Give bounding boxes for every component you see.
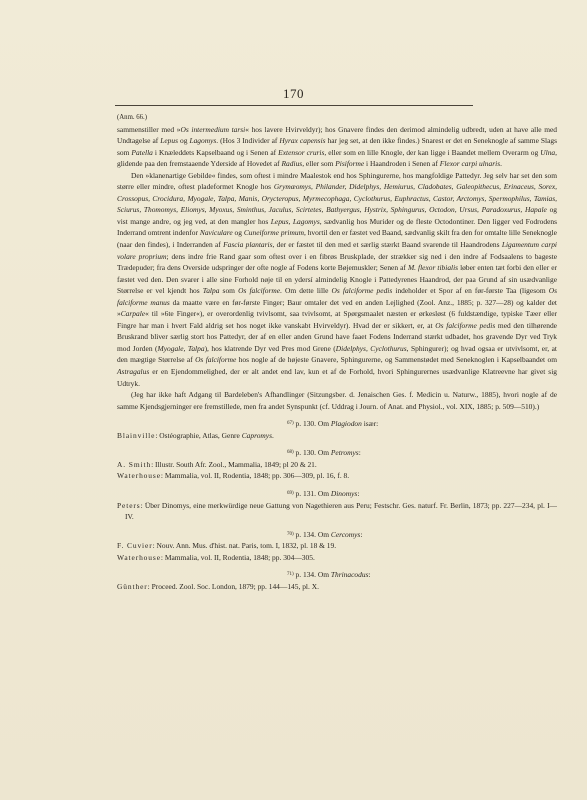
p1-term: Radius xyxy=(281,159,303,169)
p2-seg: og vist mange andre, og jeg ved, at den mangler hos xyxy=(117,205,558,226)
p2-term: Naviculare xyxy=(199,228,233,238)
entry-page: p. 134. Om xyxy=(293,529,331,539)
p2-term: Talpa xyxy=(202,286,220,296)
citation-text: : Über Dinomys, eine merkwürdige neue Gattung von Nagethieren aus Peru; Festschr. Ges. naturf. Fr. Berlin, 1873; pp. 227—234, pl. I—IV. xyxy=(125,500,557,522)
p2-term: Myogale, Talpa xyxy=(157,343,205,353)
citation-italic: Capromys xyxy=(241,430,272,440)
p2-seg: , der er fæstet til den med et særlig stærkt Baand svarende til Haandrodens xyxy=(272,240,502,250)
entry-suffix: : xyxy=(368,570,371,580)
reference-citation xyxy=(117,581,557,593)
p1-seg: , eller som xyxy=(302,159,336,169)
entry-genus: Dinomys xyxy=(330,488,358,498)
reference-citation xyxy=(117,470,557,482)
citation-author: Blainville xyxy=(117,430,156,440)
citation-end: . xyxy=(272,430,274,440)
reference-citation xyxy=(117,430,557,442)
reference-entry-heading xyxy=(117,418,557,430)
entry-number: 67) xyxy=(287,421,294,427)
p1-seg: i Haandroden i Senen af xyxy=(364,159,440,169)
entry-page: p. 130. Om xyxy=(293,448,331,458)
p2-seg: indeholder et Spor af en før-første Taa (ligesom xyxy=(392,286,549,296)
p2-seg: , hvortil den er fæstet ved Baand, sædvanlig skilt fra den for omtalte lille Seneknogle (naar den findes), i Inderranden af xyxy=(117,228,557,250)
note-body xyxy=(117,112,557,592)
reference-entry-heading xyxy=(117,529,557,541)
p2-seg: hos nogle af de højeste Gnavere, Sphingurerne, og Sammenstødet med Seneknoglen i Kapselbaandet om xyxy=(236,355,557,365)
p1-term: Lepus xyxy=(160,136,179,146)
p2-seg: løber enten tæt forbi den eller er fæstet ved den. Den svarer i alle sine Forhold nøje til en ydersí almindelig Knogle i Pattedyrenes Haandrod, der paa Grund af sin usædvanlige Størrelse er vel kjendt hos xyxy=(117,263,557,296)
p2-term: Grymæomys, Philander, Didelphys, Hemiurus, Cladobates, Galeopithecus, Erinaceus, Sorex, Crossopus, Crocidura, Myogale, Talpa, Manis, Orycteropus, Myrmecophaga, Cyclothurus, Euphractus, Castor, Arctomys, Spermophilus, Tamias, Sciurus, Thomomys, Eliomys, Myoxus, Sminthus, Jaculus, Scirtetes, Bathyergus, Hystrix, Sphingurus, Octodon, Ursus, Paradoxurus, Hapale xyxy=(117,182,557,215)
p2-seg: som xyxy=(219,286,239,296)
p1-term: Ulna xyxy=(540,147,556,157)
reference-citation xyxy=(117,540,557,552)
entry-genus: Petromys xyxy=(330,448,359,458)
p1-seg: « hos lavere Hvirveldyr); hos Gnavere findes den derimod almindelig udbredt, uden at have alle med Undtagelse af xyxy=(117,124,558,146)
p1-term: Os intermedium tarsi xyxy=(180,124,246,134)
p2-term: Os falciforme xyxy=(238,286,281,296)
p2-term: Os falciforme xyxy=(195,355,237,365)
citation-author: Waterhouse xyxy=(117,552,161,562)
citation-author: Waterhouse xyxy=(117,471,161,481)
citation-text: : Proceed. Zool. Soc. London, 1879; pp. 144—145, pl. X. xyxy=(147,581,319,591)
p1-seg: . xyxy=(500,159,502,169)
p2-seg: ; dens indre frie Rand gaar som oftest over i en fibrøs Bruskplade, der strækker sig ned i den indre af Fodsaalens to bageste Trædepuder; fra dens Overside udspringer der ofte nogle af Fodens korte Bøjemuskler; Senen af xyxy=(117,251,557,273)
p1-seg: , glidende paa den fremstaaende Yderside af Hovedet af xyxy=(117,147,557,169)
p2-term: Os falciforme pedis xyxy=(331,286,393,296)
citation-text: : Mammalia, vol. II, Rodentia, 1848; pp. 306—309, pl. 16, f. 8. xyxy=(160,471,350,481)
paragraph-1 xyxy=(117,124,557,170)
p2-term: Lepus, Lagomys xyxy=(270,216,320,226)
p2-term: Carpale xyxy=(120,309,146,319)
entry-number: 69) xyxy=(287,490,294,496)
reference-citation xyxy=(117,459,557,471)
citation-text: : Ostéographie, Atlas, Genre xyxy=(155,430,242,440)
citation-author: F. Cuvier xyxy=(117,541,153,551)
p2-term: Ligamentum carpi volare proprium xyxy=(117,240,557,261)
p2-term: Didelphys, Cyclothurus xyxy=(335,343,407,353)
reference-entries xyxy=(117,418,557,592)
citation-text: : Nouv. Ann. Mus. d'hist. nat. Paris, tom. I, 1832, pl. 18 & 19. xyxy=(152,541,337,551)
p2-term: Os falciforme pedis xyxy=(435,320,496,330)
p1-seg: og xyxy=(178,136,190,146)
reference-entry-heading xyxy=(117,488,557,500)
p1-seg: har jeg set, at den ikke findes.) Snarest er det en Seneknogle af samme Slags som xyxy=(117,136,557,157)
p2-term: Os falciforme manus xyxy=(117,286,557,307)
reference-entry-heading xyxy=(117,569,557,581)
entry-number: 68) xyxy=(287,450,294,456)
p1-term: Lagomys xyxy=(189,136,217,146)
p1-seg: sammenstiller med » xyxy=(117,124,181,134)
entry-number: 70) xyxy=(287,531,294,537)
p2-seg: Den »klanenartige Gebilde« findes, som oftest i mindre Maalestok end hos Sphingurerne, hos mangfoldige Pattedyr. Jeg selv har set den som større eller mindre, oftest pladeformet Knogle hos xyxy=(117,170,557,192)
page-number: 170 xyxy=(283,86,304,101)
entry-suffix: : xyxy=(358,448,361,458)
p2-seg: , sædvanlig hos Murider og de fleste Octodontiner. Den ligger ved Fodrodens Inderrand omtrent indenfor xyxy=(117,216,557,238)
entry-page: p. 131. Om xyxy=(293,488,331,498)
entry-number: 71) xyxy=(287,572,294,578)
entry-genus: Plagiodon xyxy=(330,419,362,429)
p2-term: M. flexor tibialis xyxy=(407,263,459,273)
reference-entry-heading xyxy=(117,447,557,459)
entry-genus: Cercomys xyxy=(330,529,361,539)
p1-seg: , eller som en lille Knogle, der kan ligge i Baandet mellem Overarm og xyxy=(324,147,541,157)
p2-term: Astragalus xyxy=(117,367,150,377)
p1-term: Hyrax capensis xyxy=(279,136,326,146)
citation-text: : Mammalia, vol. II, Rodentia, 1848; pp. 304—305. xyxy=(160,552,315,562)
note-label: (Anm. 66.) xyxy=(117,114,148,121)
p2-seg: da maatte være en før-første Finger; Baur omtaler det ved en anden Lejlighed (Zool. Anz., 1885; p. 327—28) og kalder det » xyxy=(117,297,558,319)
entry-page: p. 134. Om xyxy=(293,570,331,580)
entry-suffix: især: xyxy=(361,419,379,429)
p2-seg: med den tilhørende Bruskrand bliver særlig stort hos Pattedyr, der af en eller anden Grund have faaet Fodens Inderrand stærkt udbadet, hos gravende Dyr ved Tryk mod Jorden ( xyxy=(117,320,557,353)
p2-seg: . Om dette lille xyxy=(280,286,332,296)
entry-suffix: : xyxy=(357,488,360,498)
p2-seg: er en Ejendommelighed, der er alt andet end lav, kun et af de Forhold, hvori Sphingurernes usædvanlige Klatreevne har givet sig Udtryk. xyxy=(117,367,557,388)
entry-genus: Thrinacodus xyxy=(330,570,369,580)
citation-author: A. Smith xyxy=(117,459,152,469)
reference-citation xyxy=(117,500,557,523)
p2-seg: « til »6te Finger«), er overordenlig tvivlsomt, saa tvivlsomt, at Spørgsmaalet næsten er ørkesløst (6 fuldstændige, typiske Tæer eller Fingre har man i hvert Fald aldrig set hos noget ikke vanskabt Hvirveldyr). Hvad der er sikkert, er, at xyxy=(117,309,557,330)
p1-term: Patella xyxy=(131,147,153,157)
citation-author: Günther xyxy=(117,581,148,591)
p2-term: Cuneiforme primum xyxy=(243,228,304,238)
citation-text: : Illustr. South Afr. Zool., Mammalia, 1849; pl 20 & 21. xyxy=(151,459,317,469)
p1-term: Pisiforme xyxy=(335,159,365,169)
entry-suffix: : xyxy=(360,529,363,539)
p2-seg: , Sphingurer); og hvad ogsaa er utvivlsomt, er, at den mægtige Størrelse af xyxy=(117,343,557,365)
header-rule xyxy=(115,105,473,106)
p1-seg: i Knæleddets Kapselbaand og i Senen af xyxy=(152,147,279,157)
entry-page: p. 130. Om xyxy=(293,419,331,429)
p2-seg: ), hos klatrende Dyr ved Pres mod Grene ( xyxy=(204,343,336,353)
p1-seg: . (Hos 3 Individer af xyxy=(216,136,280,146)
paragraph-2 xyxy=(117,170,557,389)
p2-seg: og xyxy=(232,228,244,238)
p2-term: Fascia plantaris xyxy=(223,240,273,250)
p1-term: Extensor cruris xyxy=(278,147,325,157)
paragraph-3: (Jeg har ikke haft Adgang til Bardeleben's Afhandlinger (Sitzungsber. d. Jenaischen Ges. f. Medicin u. Naturw., 1885), hvori nogle af de samme Kjendsgjerninger ere fremstillede, men fra andet Synspunkt (cf. Uddrag i Journ. of Anat. and Physiol., vol. XIX, 1885; p. 509—510).) xyxy=(117,390,557,411)
citation-author: Peters xyxy=(117,500,141,510)
reference-citation xyxy=(117,552,557,564)
p1-term: Flexor carpi ulnaris xyxy=(439,159,501,169)
